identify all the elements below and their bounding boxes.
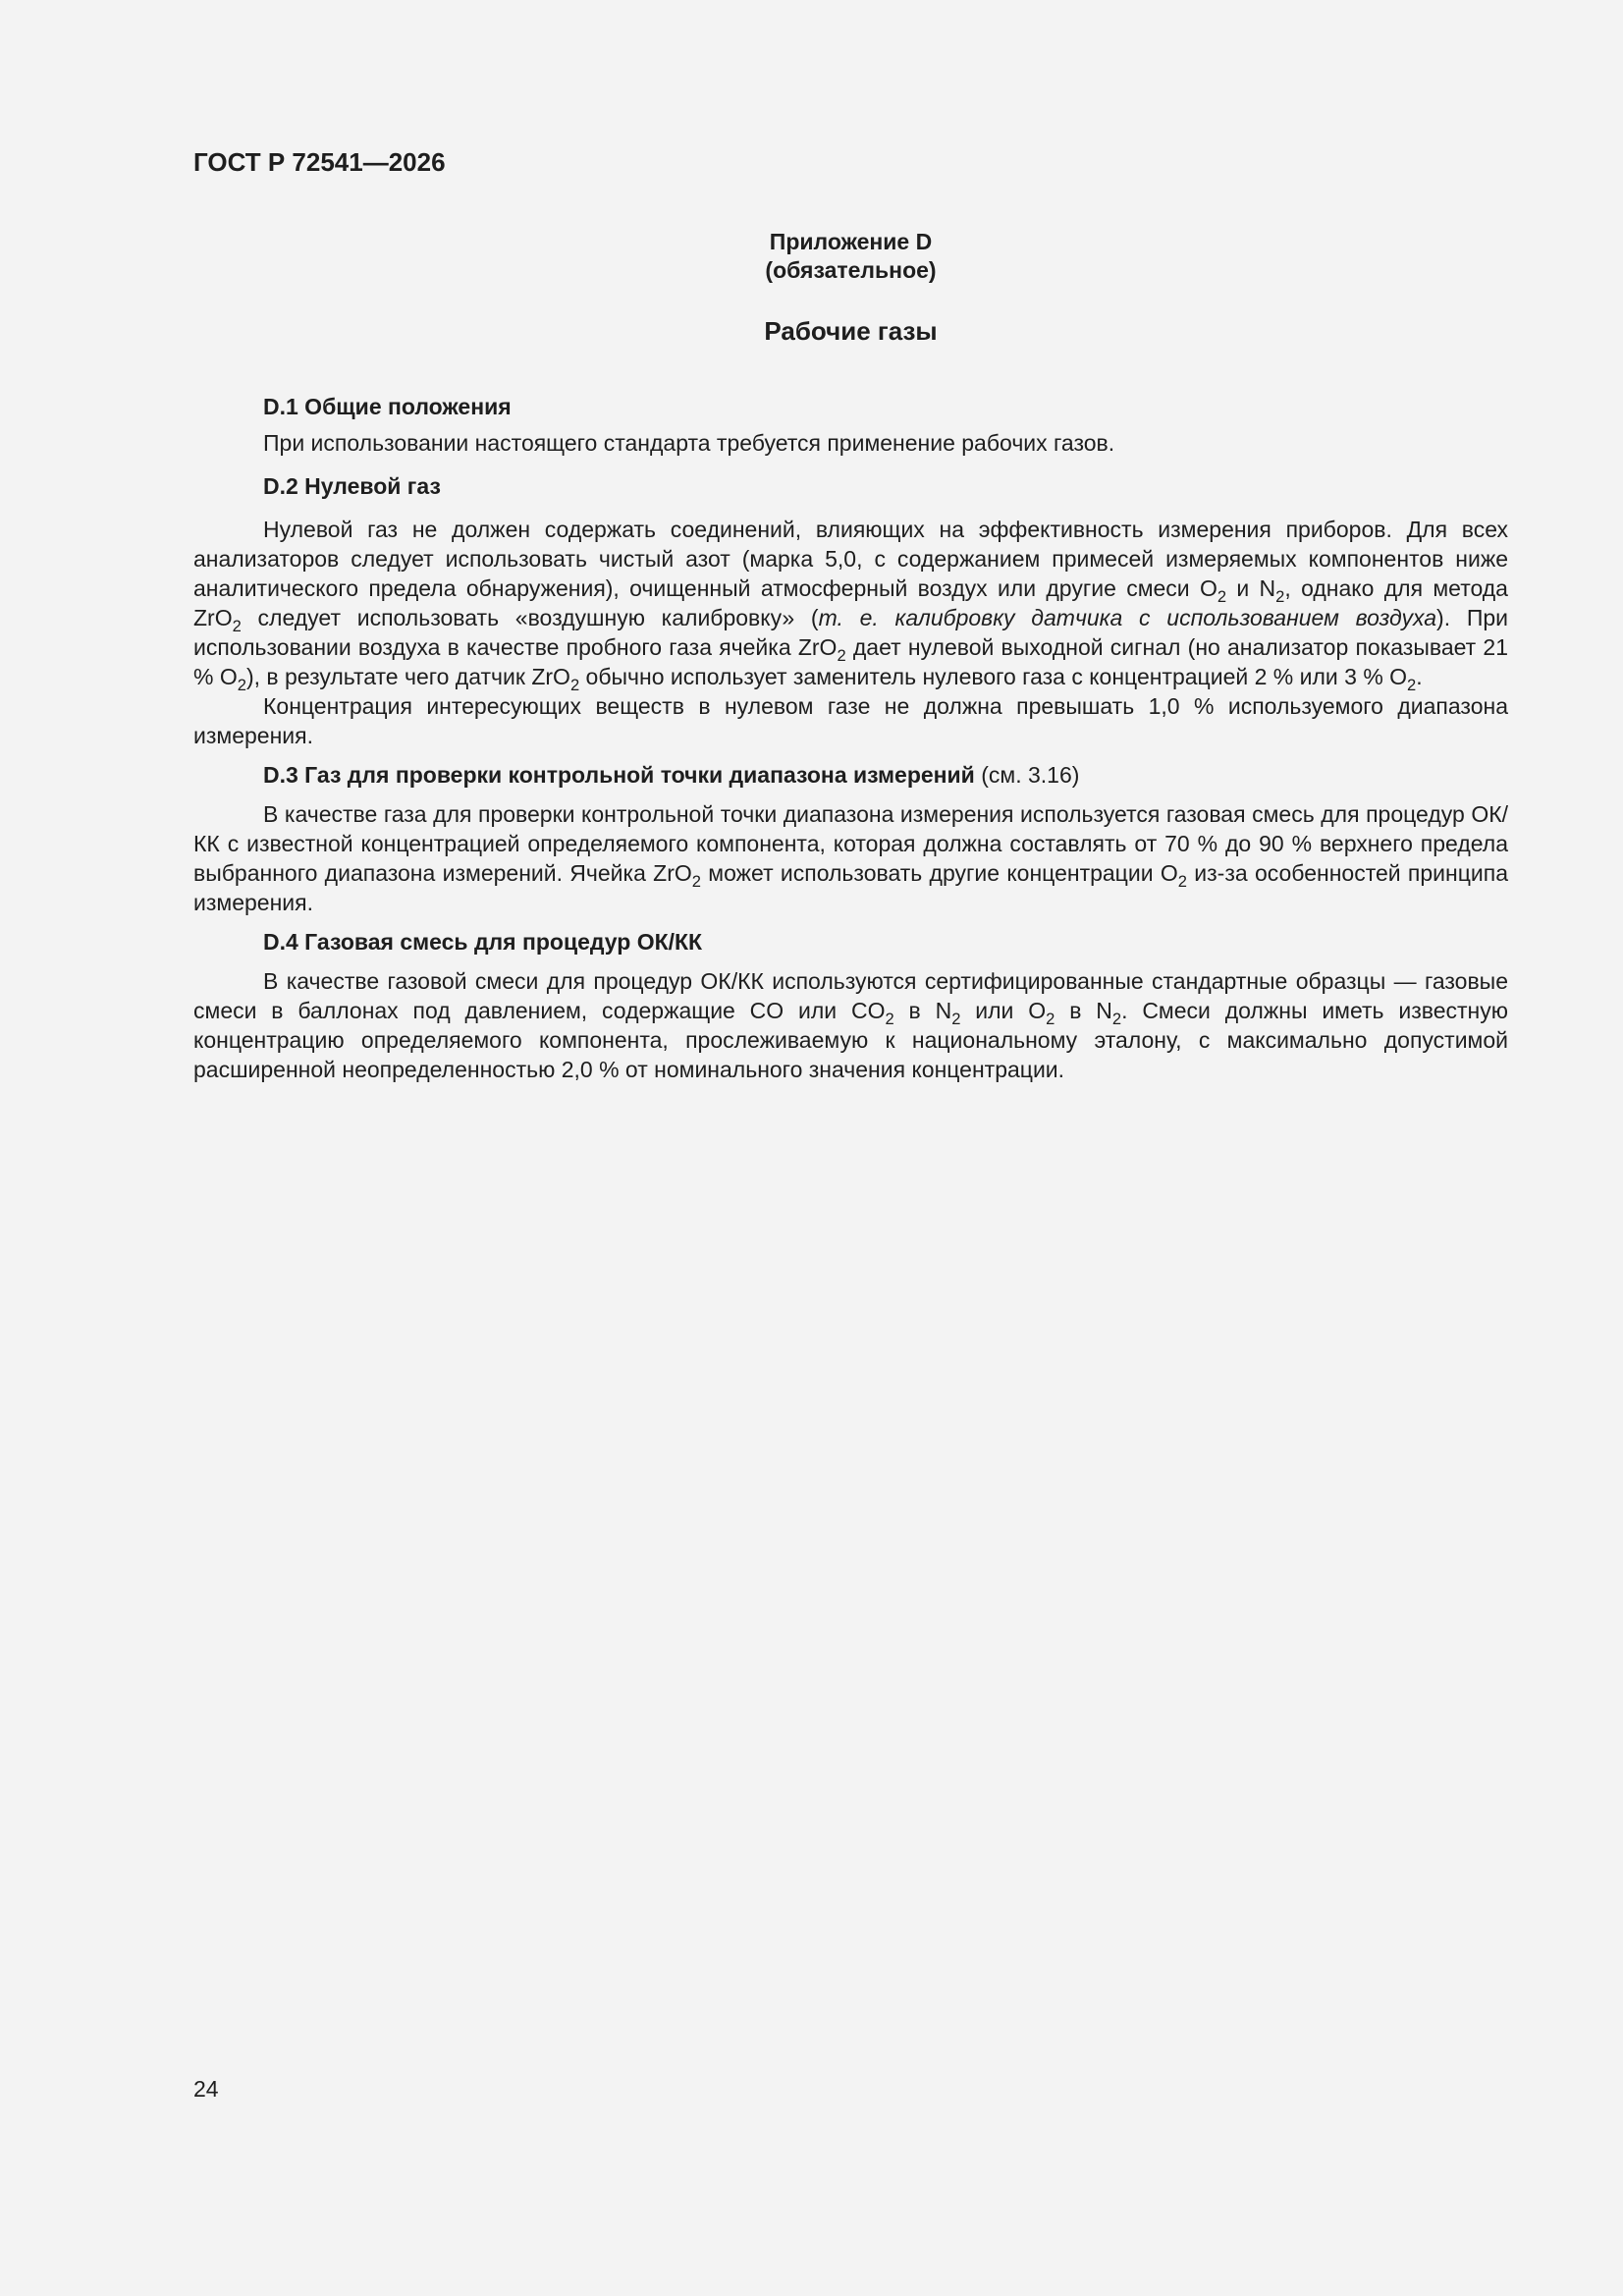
section-d3-paragraph-1: В качестве газа для проверки контрольной точки диапазона измерения используется газовая смесь для процедур ОК/КК с известной концентрацией определяемого компонента, которая должна составлять от 70 % до 90 % верхнего предела выбранного диапазона измерений. Ячейка ZrO$_2$ может использовать другие концентрации $O_2$ из-за особенностей принципа измерения.: [193, 801, 1508, 915]
annex-label: Приложение D: [769, 229, 933, 254]
annex-status: (обязательное): [765, 257, 937, 283]
section-d4-paragraph-1: В качестве газовой смеси для процедур ОК/КК используются сертифицированные стандартные образцы — газовые смеси в баллонах под давлением, содержащие CO или $CO_2$ в $N_2$ или $O_2$ в $N_2$. Смеси должны иметь известную концентрацию определяемого компонента, прослеживаемую к национальному эталону, с максимально допустимой расширенной неопределенностью 2,0 % от номинального значения концентрации.: [193, 968, 1509, 1082]
section-d2-heading: D.2 Нулевой газ: [263, 473, 441, 499]
section-d1-text: При использовании настоящего стандарта требуется применение рабочих газов.: [263, 430, 1115, 456]
section-d2-paragraph-2: Концентрация интересующих веществ в нулевом газе не должна превышать 1,0 % используемого диапазона измерения.: [193, 693, 1508, 748]
section-d3-heading: D.3 Газ для проверки контрольной точки диапазона измерений (см. 3.16): [263, 762, 1080, 788]
section-d4-heading: D.4 Газовая смесь для процедур ОК/КК: [263, 929, 703, 955]
section-d2-paragraph-1: Нулевой газ не должен содержать соединений, влияющих на эффективность измерения приборов. Для всех анализаторов следует использовать чистый азот (марка 5,0, с содержанием примесей измеряемых компонентов ниже аналитического предела обнаружения), очищенный атмосферный воздух или другие смеси $O_2$ и $N_2$, однако для метода ZrO$_2$ следует использовать «воздушную калибровку» (т. е. калибровку датчика с использованием воздуха). При использовании воздуха в качестве пробного газа ячейка ZrO$_2$ дает нулевой выходной сигнал (но анализатор показывает 21 % $O_2$), в результате чего датчик ZrO$_2$ обычно использует заменитель нулевого газа с концентрацией 2 % или 3 % $O_2$.: [193, 517, 1509, 694]
annex-label-block: [0, 228, 1623, 285]
document-code-header: ГОСТ Р 72541—2026: [193, 147, 446, 177]
section-d1-heading: D.1 Общие положения: [263, 394, 512, 419]
annex-body: [193, 392, 1508, 1084]
annex-title: Рабочие газы: [764, 316, 938, 346]
page-number: 24: [193, 2076, 219, 2102]
